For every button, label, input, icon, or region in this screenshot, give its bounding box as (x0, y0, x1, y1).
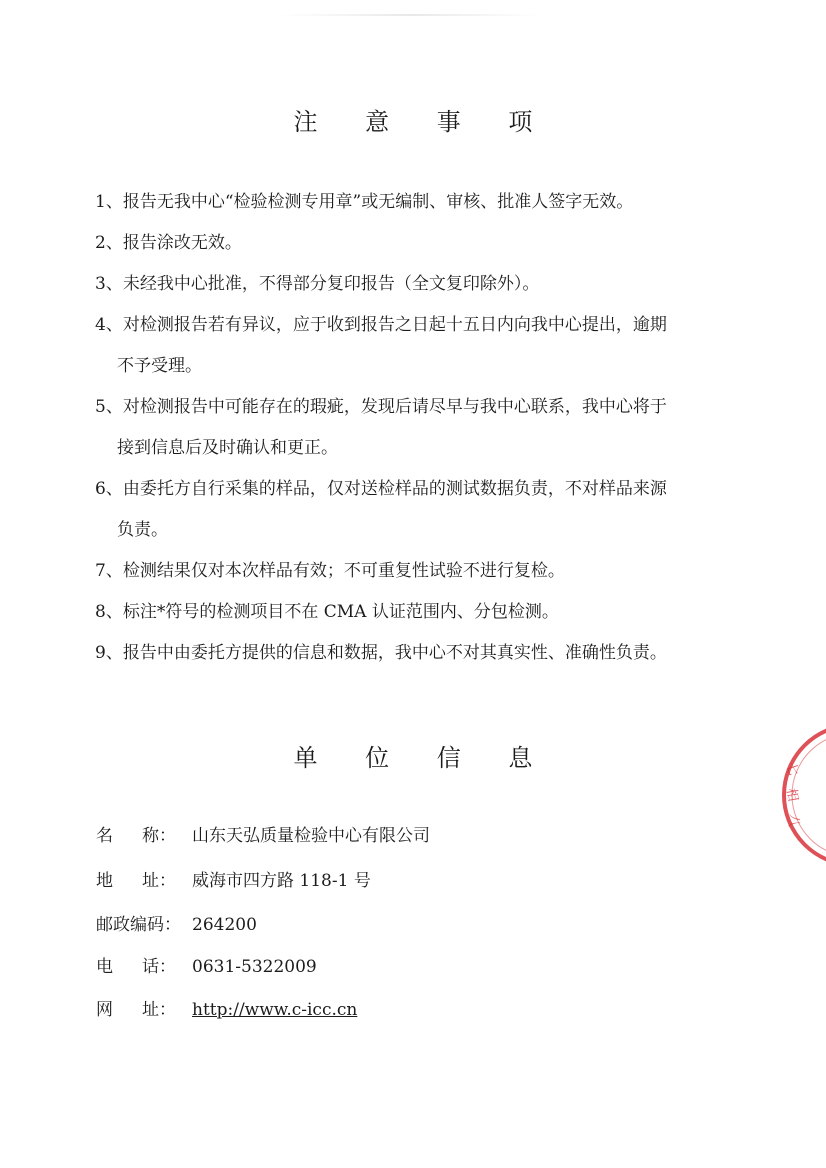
website-link[interactable]: http://www.c-icc.cn (192, 1000, 358, 1020)
notice-item-4: 4、对检测报告若有异议，应于收到报告之日起十五日内向我中心提出，逾期 (95, 315, 667, 335)
unit-info-heading: 单 位 信 息 (293, 744, 553, 772)
info-name-row (96, 824, 430, 848)
seal-stamp-icon (776, 720, 826, 870)
notice-item-5-cont: 接到信息后及时确认和更正。 (117, 438, 338, 458)
notice-item-2: 2、报告涂改无效。 (95, 233, 242, 253)
info-website-row (96, 998, 357, 1022)
official-seal (776, 720, 826, 870)
notice-item-1: 1、报告无我中心“检验检测专用章”或无编制、审核、批准人签字无效。 (95, 192, 634, 212)
info-phone-row (96, 955, 317, 979)
info-address-row (96, 869, 371, 893)
scan-artifact (280, 14, 540, 16)
notice-item-4-cont: 不予受理。 (117, 356, 202, 376)
notice-item-9: 9、报告中由委托方提供的信息和数据，我中心不对其真实性、准确性负责。 (95, 643, 667, 663)
info-phone-label: 电 话： (96, 957, 176, 977)
info-name-value: 山东天弘质量检验中心有限公司 (192, 826, 430, 846)
info-phone-value: 0631-5322009 (192, 957, 317, 977)
info-name-label: 名 称： (96, 826, 176, 846)
info-address-value: 威海市四方路 118-1 号 (192, 871, 371, 891)
info-postcode-label: 邮政编码： (96, 915, 181, 935)
svg-text:八: 八 (785, 813, 802, 828)
svg-text:相: 相 (783, 787, 801, 803)
notice-item-8: 8、标注*符号的检测项目不在 CMA 认证范围内、分包检测。 (95, 602, 559, 622)
notice-item-5: 5、对检测报告中可能存在的瑕疵，发现后请尽早与我中心联系，我中心将于 (95, 397, 667, 417)
notice-list (95, 182, 765, 674)
info-website-label: 网 址： (96, 1000, 176, 1020)
notice-item-3: 3、未经我中心批准，不得部分复印报告（全文复印除外）。 (95, 274, 540, 294)
notice-heading: 注 意 事 项 (293, 108, 553, 136)
notice-item-7: 7、检测结果仅对本次样品有效；不可重复性试验不进行复检。 (95, 561, 565, 581)
info-postcode-row (96, 913, 257, 937)
info-postcode-value: 264200 (192, 915, 257, 935)
notice-item-6-cont: 负责。 (117, 520, 168, 540)
svg-text:七: 七 (782, 760, 801, 778)
notice-item-6: 6、由委托方自行采集的样品，仅对送检样品的测试数据负责，不对样品来源 (95, 479, 667, 499)
info-address-label: 地 址： (96, 871, 176, 891)
